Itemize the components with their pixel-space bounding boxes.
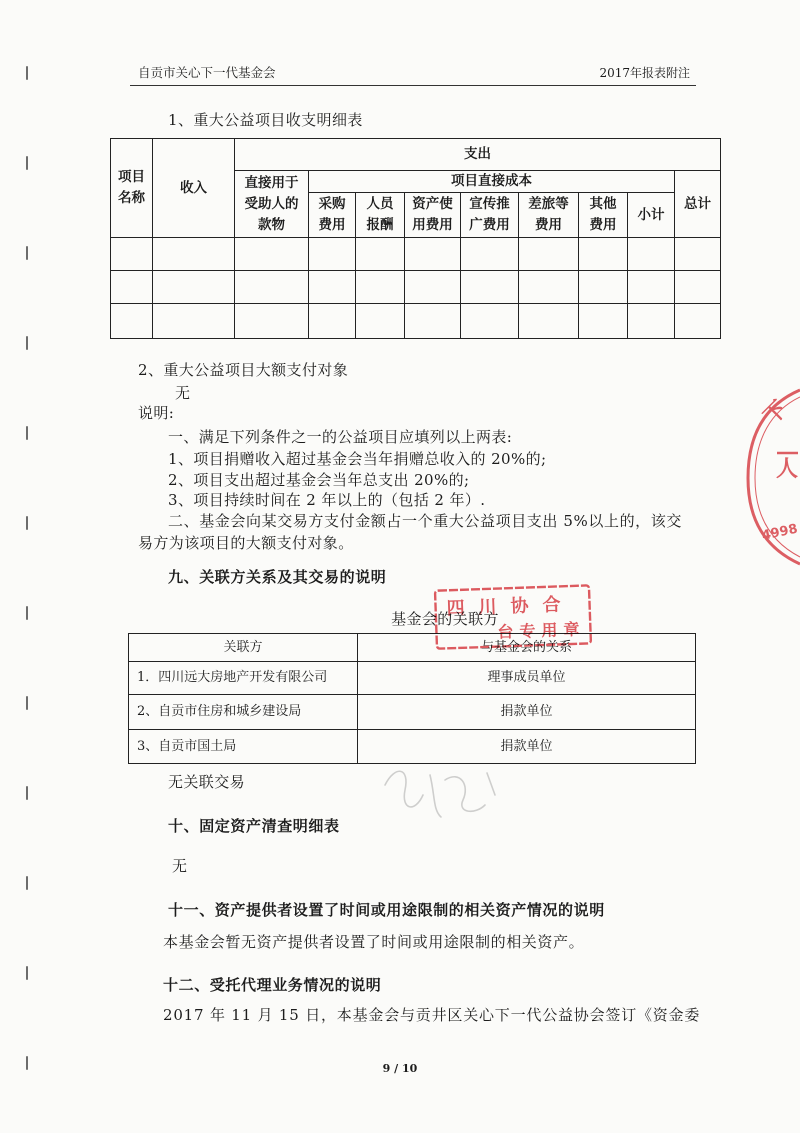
table-cell bbox=[519, 238, 579, 271]
table-cell bbox=[579, 271, 628, 304]
table-cell bbox=[153, 238, 235, 271]
table-row bbox=[129, 662, 696, 695]
related-party-relation: 捐款单位 bbox=[358, 730, 696, 764]
major-project-income-expense-table bbox=[110, 138, 721, 339]
section-12-title: 十二、受托代理业务情况的说明 bbox=[163, 976, 382, 994]
association-seal-stamp bbox=[432, 581, 596, 655]
binder-hole-mark bbox=[26, 966, 28, 980]
related-parties-caption: 基金会的关联方 bbox=[391, 610, 499, 628]
table-cell bbox=[628, 238, 675, 271]
related-party-relation: 理事成员单位 bbox=[358, 662, 696, 695]
table-row bbox=[129, 695, 696, 730]
binder-hole-mark bbox=[26, 606, 28, 620]
table-cell bbox=[153, 304, 235, 339]
binder-hole-mark bbox=[26, 156, 28, 170]
table-cell bbox=[405, 271, 461, 304]
table-cell bbox=[519, 271, 579, 304]
header-asset-use-cost: 资产使 用费用 bbox=[405, 193, 461, 238]
table-cell bbox=[405, 304, 461, 339]
table-cell bbox=[461, 304, 519, 339]
page-number: 9 / 10 bbox=[382, 1062, 418, 1075]
table-header-row bbox=[111, 139, 721, 171]
table-cell bbox=[519, 304, 579, 339]
table-cell bbox=[356, 271, 405, 304]
binder-hole-mark bbox=[26, 426, 28, 440]
table-cell bbox=[579, 304, 628, 339]
header-income: 收入 bbox=[153, 139, 235, 238]
table-cell bbox=[309, 238, 356, 271]
table-cell bbox=[356, 238, 405, 271]
header-procurement-cost: 采购 费用 bbox=[309, 193, 356, 238]
section-2-title: 2、重大公益项目大额支付对象 bbox=[138, 361, 349, 379]
header-related-party: 关联方 bbox=[129, 634, 358, 662]
table-cell bbox=[675, 271, 721, 304]
signature-scribble bbox=[375, 755, 515, 825]
header-project-name: 项目 名称 bbox=[111, 139, 153, 238]
header-total: 总计 bbox=[675, 171, 721, 238]
seal-line-2: 台专用章 bbox=[497, 619, 586, 642]
related-transactions-note: 无关联交易 bbox=[168, 773, 246, 791]
note-line: 3、项目持续时间在 2 年以上的（包括 2 年）. bbox=[168, 491, 486, 509]
round-seal-stamp bbox=[740, 380, 800, 570]
seal-char-middle: 人 bbox=[775, 457, 799, 482]
binder-hole-mark bbox=[26, 66, 28, 80]
table-cell bbox=[461, 238, 519, 271]
section-11-body: 本基金会暂无资产提供者设置了时间或用途限制的相关资产。 bbox=[163, 933, 585, 951]
section-10-title: 十、固定资产清查明细表 bbox=[168, 817, 340, 835]
notes-label: 说明: bbox=[138, 404, 175, 422]
table-cell bbox=[111, 271, 153, 304]
table-cell bbox=[628, 304, 675, 339]
related-party-name: 2、自贡市住房和城乡建设局 bbox=[129, 695, 358, 730]
header-subtotal: 小计 bbox=[628, 193, 675, 238]
header-travel-cost: 差旅等 费用 bbox=[519, 193, 579, 238]
header-promotion-cost: 宣传推 广费用 bbox=[461, 193, 519, 238]
table-header-row bbox=[129, 634, 696, 662]
table-cell bbox=[111, 304, 153, 339]
note-line: 1、项目捐赠收入超过基金会当年捐赠总收入的 20%的; bbox=[168, 450, 547, 468]
table-row bbox=[111, 304, 721, 339]
table-cell bbox=[235, 238, 309, 271]
table-row bbox=[111, 238, 721, 271]
table-cell bbox=[675, 304, 721, 339]
binder-hole-mark bbox=[26, 696, 28, 710]
related-party-name: 3、自贡市国土局 bbox=[129, 730, 358, 764]
header-direct-aid: 直接用于 受助人的 款物 bbox=[235, 171, 309, 238]
section-10-value: 无 bbox=[172, 857, 188, 875]
header-divider bbox=[130, 85, 696, 86]
header-expense: 支出 bbox=[235, 139, 721, 171]
header-direct-cost: 项目直接成本 bbox=[309, 171, 675, 193]
table-cell bbox=[309, 304, 356, 339]
table-cell bbox=[461, 271, 519, 304]
note-line: 二、基金会向某交易方支付金额占一个重大公益项目支出 5%以上的，该交 bbox=[168, 512, 682, 530]
binder-hole-mark bbox=[26, 516, 28, 530]
binder-hole-mark bbox=[26, 336, 28, 350]
section-2-value: 无 bbox=[175, 384, 191, 402]
binder-hole-marks bbox=[26, 66, 28, 1070]
header-relationship: 与基金会的关系 bbox=[358, 634, 696, 662]
section-11-title: 十一、资产提供者设置了时间或用途限制的相关资产情况的说明 bbox=[168, 901, 605, 919]
related-party-name: 1．四川远大房地产开发有限公司 bbox=[129, 662, 358, 695]
table-cell bbox=[235, 304, 309, 339]
binder-hole-mark bbox=[26, 1056, 28, 1070]
table-cell bbox=[675, 238, 721, 271]
note-line: 易方为该项目的大额支付对象。 bbox=[138, 534, 354, 552]
header-report-title: 2017年报表附注 bbox=[599, 66, 690, 80]
table-cell bbox=[235, 271, 309, 304]
header-staff-pay: 人员 报酬 bbox=[356, 193, 405, 238]
header-org-name: 自贡市关心下一代基金会 bbox=[138, 65, 276, 80]
related-parties-table bbox=[128, 633, 696, 764]
table-cell bbox=[579, 238, 628, 271]
note-line: 2、项目支出超过基金会当年总支出 20%的; bbox=[168, 471, 470, 489]
table-cell bbox=[111, 238, 153, 271]
note-line: 一、满足下列条件之一的公益项目应填列以上两表: bbox=[168, 428, 513, 446]
section-9-title: 九、关联方关系及其交易的说明 bbox=[168, 568, 387, 586]
table-cell bbox=[405, 238, 461, 271]
section-12-body: 2017 年 11 月 15 日，本基金会与贡井区关心下一代公益协会签订《资金委 bbox=[163, 1006, 701, 1024]
table-cell bbox=[356, 304, 405, 339]
binder-hole-mark bbox=[26, 786, 28, 800]
related-party-relation: 捐款单位 bbox=[358, 695, 696, 730]
table-row bbox=[111, 271, 721, 304]
seal-char-top: 下 bbox=[759, 396, 793, 430]
header-other-cost: 其他 费用 bbox=[579, 193, 628, 238]
binder-hole-mark bbox=[26, 246, 28, 260]
table-cell bbox=[309, 271, 356, 304]
seal-serial: 4998 bbox=[760, 521, 800, 544]
section-1-title: 1、重大公益项目收支明细表 bbox=[168, 111, 363, 129]
table-cell bbox=[153, 271, 235, 304]
seal-line-1: 四川协合 bbox=[446, 593, 575, 620]
binder-hole-mark bbox=[26, 876, 28, 890]
table-cell bbox=[628, 271, 675, 304]
